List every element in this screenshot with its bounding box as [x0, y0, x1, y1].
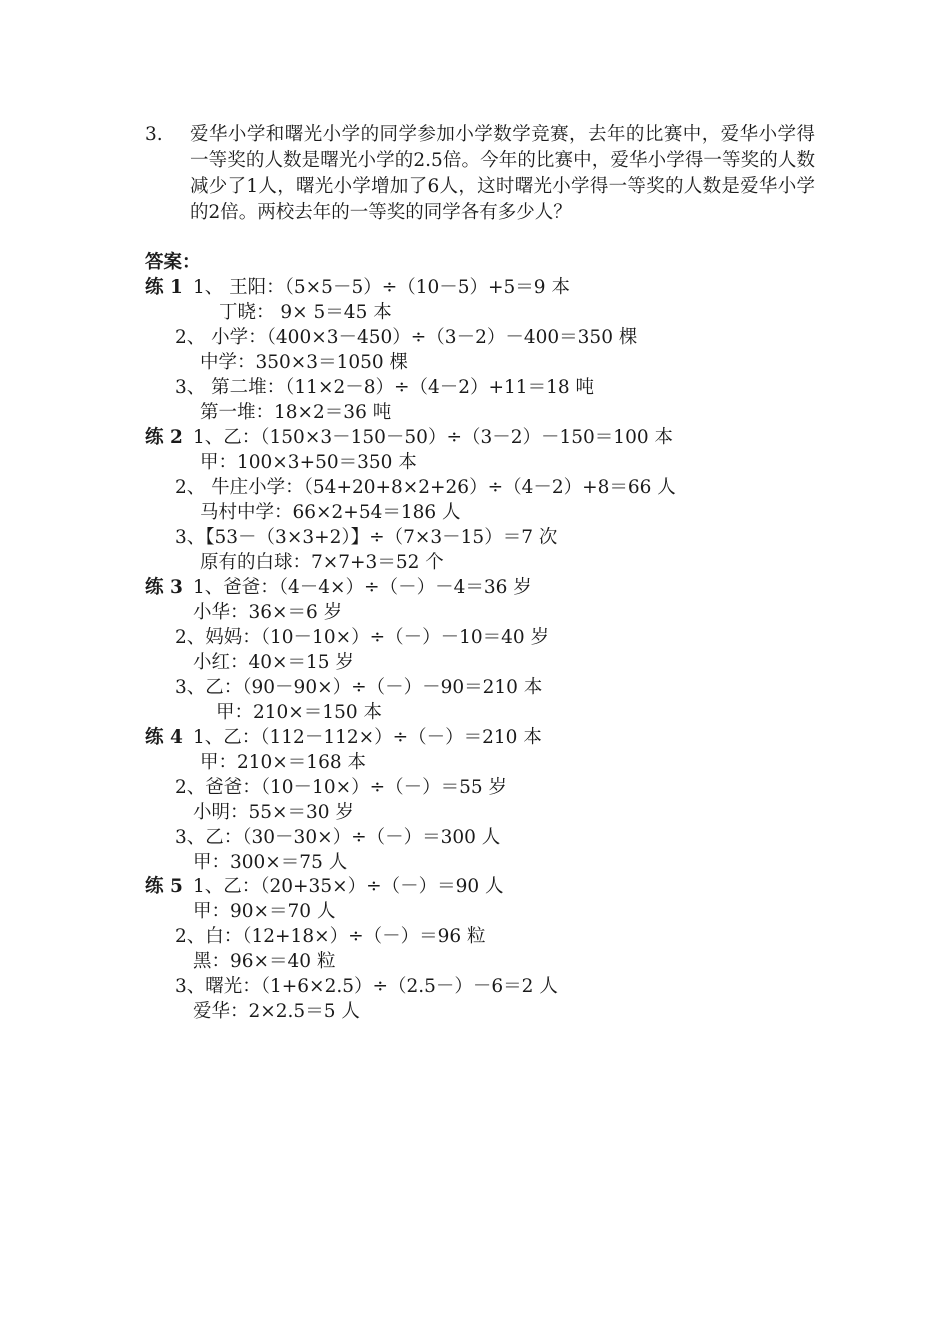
answer-line: 中学：350×3＝1050 棵: [200, 352, 409, 373]
exercise-label: 练 5: [145, 876, 183, 897]
answer-line: 马村中学：66×2+54＝186 人: [200, 502, 461, 523]
answer-line: 1、乙：（20+35×）÷（－）＝90 人: [193, 876, 504, 897]
answer-line: 1、乙：（150×3－150－50）÷（3－2）－150＝100 本: [193, 427, 673, 448]
answer-line: 爱华：2×2.5＝5 人: [193, 1001, 360, 1022]
exercise-label: 练 4: [145, 727, 183, 748]
answer-line: 1、乙：（112－112×）÷（－）＝210 本: [193, 727, 542, 748]
answer-line: 甲：100×3+50＝350 本: [200, 452, 417, 473]
answer-line: 1、爸爸：（4－4×）÷（－）－4＝36 岁: [193, 577, 532, 598]
answer-line: 3、 第二堆：（11×2－8）÷（4－2）+11＝18 吨: [175, 377, 594, 398]
answer-line: 甲：210×＝168 本: [200, 752, 367, 773]
answer-line: 小明：55×＝30 岁: [193, 802, 354, 823]
answer-line: 丁晓： 9× 5＝45 本: [219, 302, 392, 323]
answer-line: 甲：300×＝75 人: [193, 852, 348, 873]
answer-line: 2、白：（12+18×）÷（－）＝96 粒: [175, 926, 486, 947]
problem-number: 3.: [145, 124, 163, 145]
answer-line: 2、妈妈：（10－10×）÷（－）－10＝40 岁: [175, 627, 550, 648]
answer-line: 黑：96×＝40 粒: [193, 951, 336, 972]
exercise-label: 练 1: [145, 277, 183, 298]
answer-line: 2、 小学：（400×3－450）÷（3－2）－400＝350 棵: [175, 327, 638, 348]
answer-line: 3、乙：（90－90×）÷（－）－90＝210 本: [175, 677, 543, 698]
answer-line: 甲：210×＝150 本: [216, 702, 383, 723]
problem-text: 爱华小学和曙光小学的同学参加小学数学竞赛，去年的比赛中，爱华小学得一等奖的人数是曙光小学的2.5倍。今年的比赛中，爱华小学得一等奖的人数减少了1人，曙光小学增加了6人，这时曙光小学得一等奖的人数是爱华小学的2倍。两校去年的一等奖的同学各有多少人？: [190, 124, 815, 223]
answer-line: 甲：90×＝70 人: [193, 901, 336, 922]
exercise-label: 练 3: [145, 577, 183, 598]
answer-line: 小华：36×＝6 岁: [193, 602, 343, 623]
exercise-label: 练 2: [145, 427, 183, 448]
answer-line: 小红：40×＝15 岁: [193, 652, 354, 673]
answers-heading: 答案：: [145, 252, 201, 273]
answer-line: 原有的白球：7×7+3＝52 个: [200, 552, 444, 573]
problem-3: [145, 122, 815, 226]
answer-line: 第一堆：18×2＝36 吨: [200, 402, 392, 423]
answer-line: 1、 王阳：（5×5－5）÷（10－5）+5＝9 本: [193, 277, 570, 298]
answer-line: 3、乙：（30－30×）÷（－）＝300 人: [175, 827, 501, 848]
answer-line: 3、【53－（3×3+2）】÷（7×3－15）＝7 次: [175, 527, 558, 548]
answer-line: 3、曙光：（1+6×2.5）÷（2.5－）－6＝2 人: [175, 976, 558, 997]
answer-line: 2、 牛庄小学：（54+20+8×2+26）÷（4－2）+8＝66 人: [175, 477, 676, 498]
answer-line: 2、爸爸：（10－10×）÷（－）＝55 岁: [175, 777, 508, 798]
